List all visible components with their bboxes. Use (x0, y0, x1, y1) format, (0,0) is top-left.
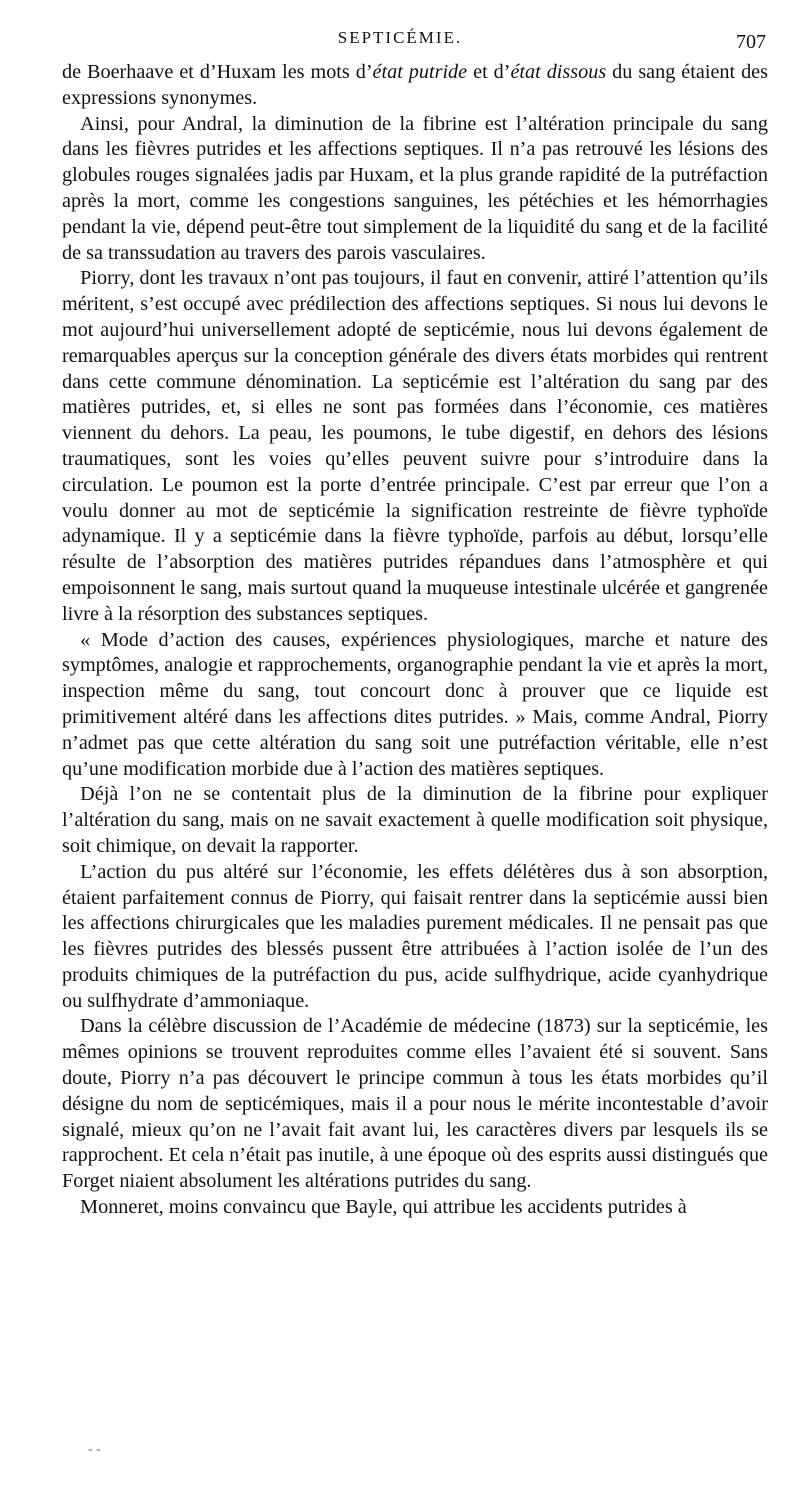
paragraph-text: « Mode d’action des causes, expériences physiologiques, marche et nature des symptômes, analogie et rapprochements, organographie pendant la vie et après la mort, inspection même du sang, tout concourt donc à prouver que ce liquide est primitivement altéré dans les affections dites putrides. » Mais, comme Andral, Piorry n’admet pas que cette altération du sang soit une putréfaction véritable, elle n’est qu’une modification morbide due à l’action des matières septiques. (62, 628, 768, 780)
paragraph (62, 112, 768, 267)
paragraph (62, 1014, 768, 1195)
paragraph (62, 1195, 768, 1221)
paragraph (62, 60, 768, 112)
paragraph-text: du sang étaient des expressions synonymes. (62, 61, 769, 109)
paragraph-text: de Boerhaave et d’Huxam les mots d’ (62, 61, 373, 83)
paragraph-text: Dans la célèbre discussion de l’Académie de médecine (1873) sur la septicémie, les mêmes opinions se trouvent reproduites comme elles l’avaient été si souvent. Sans doute, Piorry n’a pas découvert le principe commun à tous les états morbides qu’il désigne du nom de septicémiques, mais il a pour nous le mérite incontestable d’avoir signalé, mieux qu’on ne l’avait fait avant lui, les caractères divers par lesquels ils se rapprochent. Et cela n’était pas inutile, à une époque où des esprits aussi distingués que Forget niaient absolument les altérations putrides du sang. (62, 1015, 768, 1193)
paragraph-text: Ainsi, pour Andral, la diminution de la fibrine est l’altération principale du sang dans les fièvres putrides et les affections septiques. Il n’a pas retrouvé les lésions des globules rouges signalées jadis par Huxam, et la plus grande rapidité de la putréfaction après la mort, comme les congestions sanguines, les pétéchies et les hémorrhagies pendant la vie, dépend peut-être tout simplement de la liquidité du sang et de la facilité de sa transsudation au travers des parois vasculaires. (62, 112, 768, 264)
running-title: SEPTICÉMIE. (337, 28, 463, 47)
paragraph-text: Monneret, moins convaincu que Bayle, qui attribue les accidents putrides à (80, 1196, 687, 1219)
paragraph-text: Déjà l’on ne se contentait plus de la diminution de la fibrine pour expliquer l’altération du sang, mais on ne savait exactement à quelle modification soit physique, soit chimique, on devait la rapporter. (62, 783, 768, 857)
footer-mark: - - (88, 1442, 101, 1457)
paragraph (62, 628, 768, 783)
paragraph (62, 782, 768, 859)
paragraph (62, 860, 768, 1015)
paragraph-text: et d’ (467, 61, 511, 83)
page-number: 707 (736, 31, 766, 53)
italic-text: état dissous (510, 61, 607, 83)
italic-text: état putride (372, 61, 468, 83)
body-text (62, 60, 768, 1221)
paragraph-text: Piorry, dont les travaux n’ont pas toujours, il faut en convenir, attiré l’attention qu’ils méritent, s’est occupé avec prédilection des affections septiques. Si nous lui devons le mot aujourd’hui universellement adopté de septicémie, nous lui devons également de remarquables aperçus sur la conception générale des divers états morbides qui rentrent dans cette commune dénomination. La septicémie est l’altération du sang par des matières putrides, et, si elles ne sont pas formées dans l’économie, ces matières viennent du dehors. La peau, les poumons, le tube digestif, en dehors des lésions traumatiques, sont les voies qu’elles peuvent suivre pour s’introduire dans la circulation. Le poumon est la porte d’entrée principale. C’est par erreur que l’on a voulu donner au mot de septicémie la signification restreinte de fièvre typhoïde adynamique. Il y a septicémie dans la fièvre typhoïde, parfois au début, lorsqu’elle résulte de l’absorption des matières putrides répandues dans l’atmosphère et qui empoisonnent le sang, mais surtout quand la muqueuse intestinale ulcérée et gangrenée livre à la résorption des substances septiques. (62, 267, 768, 625)
running-head (0, 28, 800, 58)
paragraph (62, 266, 768, 627)
paragraph-text: L’action du pus altéré sur l’économie, les effets délétères dus à son absorption, étaient parfaitement connus de Piorry, qui faisait rentrer dans la septicémie aussi bien les affections chirurgicales que les maladies purement médicales. Il ne pensait pas que les fièvres putrides des blessés pussent être attribuées à l’action isolée de l’un des produits chimiques de la putréfaction du pus, acide sulfhydrique, acide cyanhydrique ou sulfhydrate d’ammoniaque. (62, 860, 768, 1012)
